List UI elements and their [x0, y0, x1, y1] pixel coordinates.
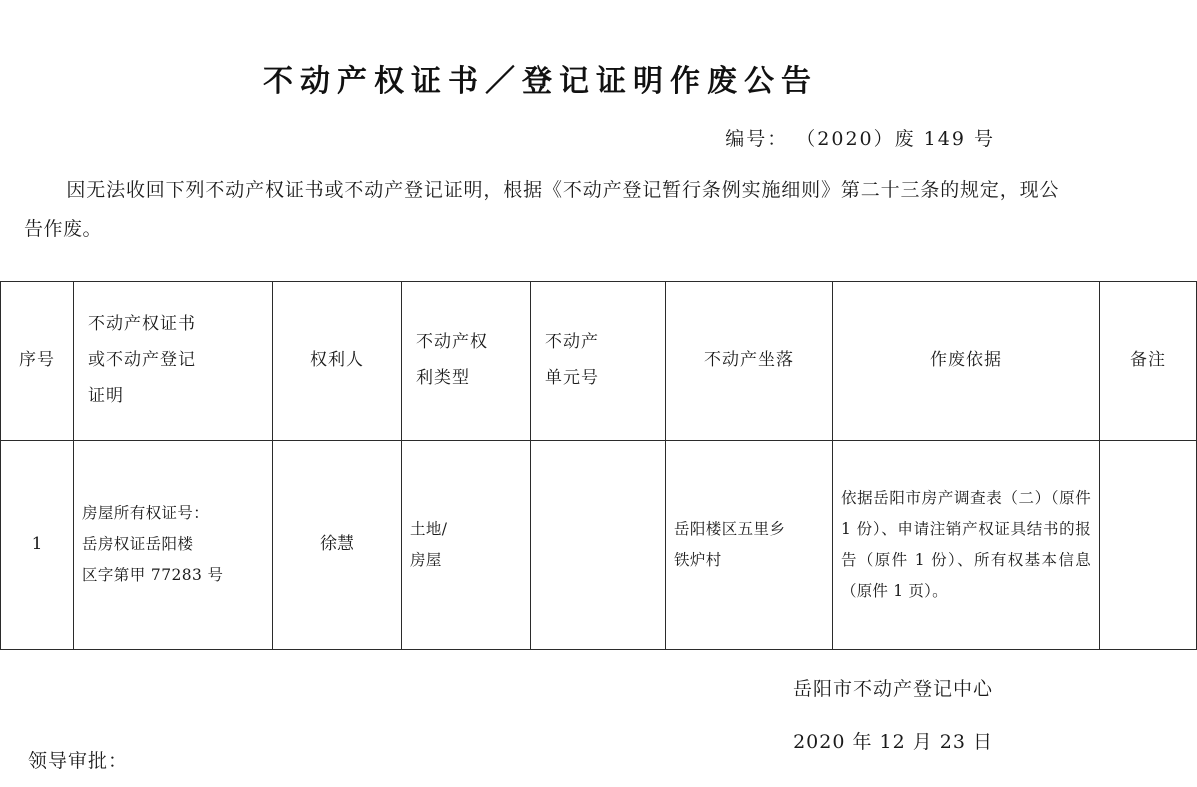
cell-location-line-1: 岳阳楼区五里乡	[674, 519, 786, 538]
body-paragraph-text: 因无法收回下列不动产权证书或不动产登记证明，根据《不动产登记暂行条例实施细则》第二十三条的规定，现公告作废。	[24, 179, 1059, 240]
cell-index: 1	[1, 440, 74, 649]
cell-owner: 徐慧	[273, 440, 402, 649]
header-right-type	[402, 281, 531, 440]
header-basis: 作废依据	[833, 281, 1100, 440]
cell-unit-no	[531, 440, 666, 649]
cell-certificate-line-3: 区字第甲 77283 号	[82, 566, 224, 585]
cell-right-type-line-2: 房屋	[410, 550, 442, 569]
document-number: 编号： （2020）废 149 号	[725, 128, 995, 150]
header-certificate	[74, 281, 273, 440]
header-right-type-line-1: 不动产权	[416, 332, 488, 353]
header-index: 序号	[1, 281, 74, 440]
header-unit-no-line-2: 单元号	[545, 367, 599, 388]
table-row	[1, 440, 1197, 649]
cell-right-type	[402, 440, 531, 649]
header-location: 不动产坐落	[666, 281, 833, 440]
cell-location-line-2: 铁炉村	[674, 550, 722, 569]
cell-certificate	[74, 440, 273, 649]
header-certificate-line-2: 或不动产登记	[88, 350, 196, 371]
approval-label: 领导审批：	[28, 750, 129, 772]
page-title: 不动产权证书／登记证明作废公告	[263, 64, 818, 99]
table-body	[1, 440, 1197, 649]
cell-basis-text: 依据岳阳市房产调查表（二）（原件 1 份）、申请注销产权证具结书的报告（原件 1 份）、所有权基本信息（原件 1 页）。	[841, 488, 1091, 600]
document-page	[0, 56, 1166, 787]
header-unit-no-line-1: 不动产	[545, 332, 599, 353]
cell-certificate-line-2: 岳房权证岳阳楼	[82, 535, 194, 554]
table-header-row	[1, 281, 1197, 440]
cell-right-type-line-1: 土地/	[410, 519, 448, 538]
cell-certificate-line-1: 房屋所有权证号：	[82, 504, 210, 523]
header-right-type-line-2: 利类型	[416, 367, 470, 388]
voided-certificates-table	[0, 281, 1197, 650]
signature-organization: 岳阳市不动产登记中心	[792, 677, 993, 700]
header-owner: 权利人	[273, 281, 402, 440]
table-header	[1, 281, 1197, 440]
body-paragraph	[0, 171, 1081, 249]
cell-remark	[1100, 440, 1197, 649]
header-unit-no	[531, 281, 666, 440]
signature-date: 2020 年 12 月 23 日	[793, 730, 993, 753]
cell-location	[666, 440, 833, 649]
header-remark: 备注	[1100, 281, 1197, 440]
header-certificate-line-1: 不动产权证书	[88, 314, 196, 335]
header-certificate-line-3: 证明	[88, 385, 124, 406]
cell-basis	[833, 440, 1100, 649]
